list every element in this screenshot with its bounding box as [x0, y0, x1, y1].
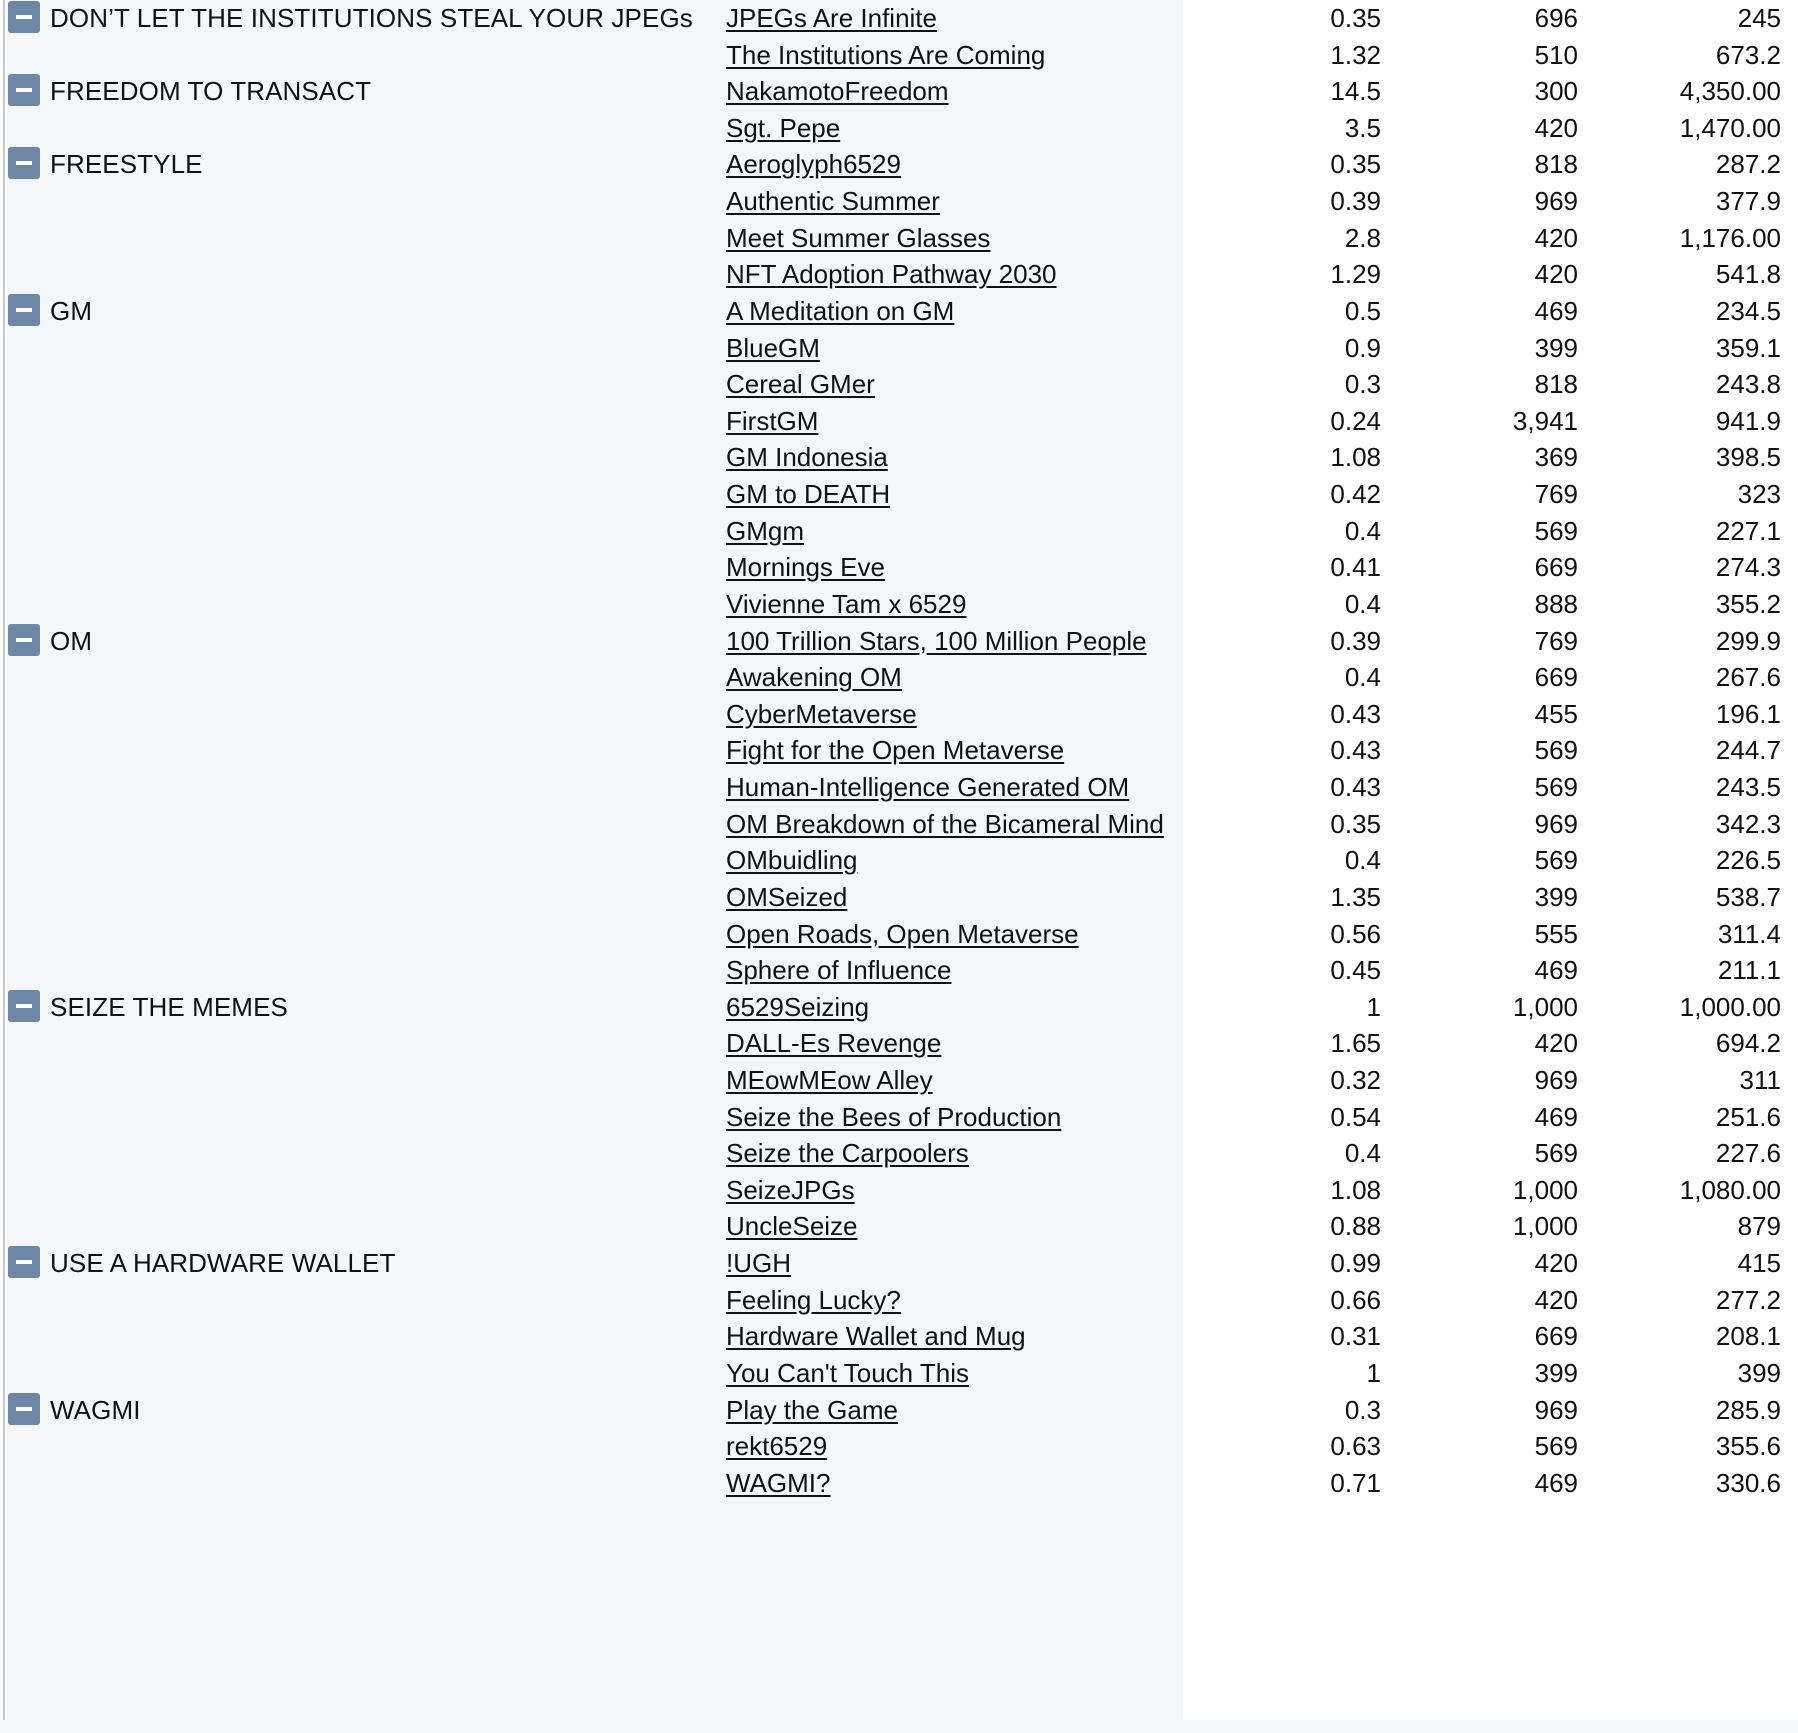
value-cell-1: 0.4 [1344, 588, 1381, 619]
item-name-link[interactable]: DALL-Es Revenge [726, 1028, 942, 1059]
value-cell-1: 0.31 [1330, 1321, 1381, 1352]
group-label: DON’T LET THE INSTITUTIONS STEAL YOUR JPEGs [50, 3, 693, 33]
collapse-group-button[interactable] [8, 624, 40, 656]
collapse-group-button[interactable] [8, 1246, 40, 1278]
value-cell-1: 0.35 [1330, 808, 1381, 839]
value-cell-2: 469 [1534, 1101, 1578, 1132]
value-cell-1: 0.42 [1330, 479, 1381, 510]
minus-icon [16, 308, 32, 312]
value-cell-1: 14.5 [1330, 76, 1381, 107]
value-cell-2: 1,000 [1512, 1174, 1578, 1205]
value-cell-1: 0.45 [1330, 955, 1381, 986]
value-cell-1: 0.88 [1330, 1211, 1381, 1242]
value-cell-1: 0.66 [1330, 1284, 1381, 1315]
value-cell-2: 420 [1534, 1284, 1578, 1315]
value-cell-2: 300 [1534, 76, 1578, 107]
value-cell-2: 555 [1534, 918, 1578, 949]
value-cell-2: 369 [1534, 442, 1578, 473]
value-cell-3: 267.6 [1715, 662, 1781, 693]
value-cell-1: 0.39 [1330, 186, 1381, 217]
value-cell-1: 0.99 [1330, 1248, 1381, 1279]
value-cell-3: 287.2 [1715, 149, 1781, 180]
value-cell-2: 420 [1534, 259, 1578, 290]
value-cell-1: 0.35 [1330, 149, 1381, 180]
minus-icon [16, 161, 32, 165]
value-cell-2: 769 [1534, 625, 1578, 656]
value-cell-1: 1 [1366, 1357, 1381, 1388]
collapse-group-button[interactable] [8, 294, 40, 326]
value-cell-2: 399 [1534, 881, 1578, 912]
group-label: WAGMI [50, 1394, 141, 1425]
item-name-link[interactable]: Meet Summer Glasses [726, 222, 991, 253]
value-cell-1: 2.8 [1344, 222, 1381, 253]
value-cell-2: 569 [1534, 515, 1578, 546]
value-cell-3: 299.9 [1715, 625, 1781, 656]
collapse-group-button[interactable] [8, 74, 40, 106]
minus-icon [16, 15, 32, 19]
value-cell-3: 277.2 [1715, 1284, 1781, 1315]
value-cell-3: 323 [1737, 479, 1781, 510]
value-cell-3: 311.4 [1717, 918, 1781, 949]
value-cell-2: 696 [1534, 3, 1578, 33]
item-name-link[interactable]: Human-Intelligence Generated OM [726, 772, 1130, 803]
value-cell-2: 569 [1534, 772, 1578, 803]
value-cell-2: 469 [1534, 955, 1578, 986]
value-cell-3: 243.8 [1715, 369, 1781, 400]
value-cell-3: 342.3 [1715, 808, 1781, 839]
value-cell-2: 818 [1534, 149, 1578, 180]
value-cell-2: 3,941 [1512, 405, 1578, 436]
value-cell-2: 569 [1534, 1431, 1578, 1462]
value-cell-3: 285.9 [1715, 1394, 1781, 1425]
value-cell-3: 251.6 [1715, 1101, 1781, 1132]
item-name-link[interactable]: A Meditation on GM [726, 295, 955, 326]
item-name-link[interactable]: Vivienne Tam x 6529 [726, 588, 967, 619]
value-cell-2: 969 [1534, 1064, 1578, 1095]
value-cell-3: 1,176.00 [1679, 222, 1781, 253]
value-cell-1: 0.56 [1330, 918, 1381, 949]
item-name-link[interactable]: Play the Game [726, 1394, 898, 1425]
value-cell-2: 669 [1534, 552, 1578, 583]
item-name-link[interactable]: Mornings Eve [726, 552, 885, 583]
value-cell-1: 1 [1366, 991, 1381, 1022]
value-cell-3: 211.1 [1717, 955, 1781, 986]
minus-icon [16, 1407, 32, 1411]
value-cell-1: 0.5 [1344, 295, 1381, 326]
value-cell-1: 1.35 [1330, 881, 1381, 912]
item-name-link[interactable]: GMgm [726, 515, 804, 546]
value-cell-1: 0.3 [1344, 369, 1381, 400]
value-cell-2: 969 [1534, 1394, 1578, 1425]
collapse-group-button[interactable] [8, 990, 40, 1022]
value-cell-1: 0.32 [1330, 1064, 1381, 1095]
value-cell-3: 541.8 [1715, 259, 1781, 290]
value-cell-1: 0.4 [1344, 1138, 1381, 1169]
item-name-link[interactable]: GM to DEATH [726, 479, 891, 510]
value-cell-1: 0.54 [1330, 1101, 1381, 1132]
value-cell-3: 311 [1739, 1064, 1781, 1095]
value-cell-1: 1.08 [1330, 442, 1381, 473]
value-cell-2: 569 [1534, 1138, 1578, 1169]
value-cell-2: 399 [1534, 1357, 1578, 1388]
value-cell-3: 398.5 [1715, 442, 1781, 473]
value-cell-3: 377.9 [1715, 186, 1781, 217]
value-cell-1: 0.71 [1330, 1467, 1381, 1498]
item-name-link[interactable]: Awakening OM [726, 662, 902, 693]
value-cell-2: 469 [1534, 1467, 1578, 1498]
value-cell-1: 0.63 [1330, 1431, 1381, 1462]
value-cell-2: 569 [1534, 735, 1578, 766]
item-name-link[interactable]: Cereal GMer [726, 369, 875, 400]
value-cell-3: 243.5 [1715, 772, 1781, 803]
value-cell-3: 208.1 [1715, 1321, 1781, 1352]
item-name-link[interactable]: Open Roads, Open Metaverse [726, 918, 1079, 949]
value-cell-3: 1,080.00 [1679, 1174, 1781, 1205]
value-cell-1: 0.43 [1330, 698, 1381, 729]
table-row [0, 1462, 1798, 1504]
value-cell-2: 420 [1534, 1028, 1578, 1059]
value-cell-1: 0.4 [1344, 845, 1381, 876]
item-name-link[interactable]: Authentic Summer [726, 186, 940, 217]
item-name-link[interactable]: OMSeized [726, 881, 848, 912]
value-cell-2: 469 [1534, 295, 1578, 326]
value-cell-1: 0.9 [1344, 332, 1381, 363]
item-name-link[interactable]: Hardware Wallet and Mug [726, 1321, 1026, 1352]
item-name-link[interactable]: SeizeJPGs [726, 1174, 855, 1205]
group-label: FREEDOM TO TRANSACT [50, 76, 372, 107]
value-cell-1: 1.65 [1330, 1028, 1381, 1059]
value-cell-1: 0.4 [1344, 662, 1381, 693]
item-name-link[interactable]: FirstGM [726, 405, 819, 436]
item-name-link[interactable]: The Institutions Are Coming [726, 39, 1046, 70]
item-name-link[interactable]: You Can't Touch This [726, 1357, 969, 1388]
value-cell-1: 1.32 [1330, 39, 1381, 70]
item-name-link[interactable]: !UGH [726, 1248, 791, 1279]
minus-icon [16, 88, 32, 92]
value-cell-1: 0.35 [1330, 3, 1381, 33]
item-name-link[interactable]: Feeling Lucky? [726, 1284, 901, 1315]
item-name-link[interactable]: JPEGs Are Infinite [726, 3, 937, 33]
value-cell-3: 415 [1737, 1248, 1781, 1279]
item-name-link[interactable]: MEowMEow Alley [726, 1064, 933, 1095]
item-name-link[interactable]: OMbuidling [726, 845, 858, 876]
item-name-link[interactable]: rekt6529 [726, 1431, 828, 1462]
value-cell-2: 1,000 [1512, 991, 1578, 1022]
value-cell-2: 888 [1534, 588, 1578, 619]
value-cell-3: 399 [1737, 1357, 1781, 1388]
item-name-link[interactable]: OM Breakdown of the Bicameral Mind [726, 808, 1164, 839]
value-cell-2: 669 [1534, 662, 1578, 693]
value-cell-1: 0.3 [1344, 1394, 1381, 1425]
value-cell-3: 694.2 [1715, 1028, 1781, 1059]
value-cell-3: 234.5 [1715, 295, 1781, 326]
value-cell-3: 244.7 [1715, 735, 1781, 766]
value-cell-2: 969 [1534, 808, 1578, 839]
item-name-link[interactable]: Seize the Carpoolers [726, 1138, 969, 1169]
value-cell-2: 420 [1534, 222, 1578, 253]
value-cell-2: 420 [1534, 112, 1578, 143]
group-label: SEIZE THE MEMES [50, 991, 288, 1022]
group-label: GM [50, 295, 93, 326]
minus-icon [16, 1004, 32, 1008]
minus-icon [16, 1260, 32, 1264]
value-cell-3: 355.2 [1715, 588, 1781, 619]
value-cell-2: 969 [1534, 186, 1578, 217]
value-cell-3: 1,470.00 [1679, 112, 1781, 143]
minus-icon [16, 638, 32, 642]
value-cell-2: 510 [1534, 39, 1578, 70]
group-label: FREESTYLE [50, 149, 203, 180]
collapse-group-button[interactable] [8, 147, 40, 179]
value-cell-3: 941.9 [1715, 405, 1781, 436]
value-cell-3: 359.1 [1715, 332, 1781, 363]
value-cell-3: 4,350.00 [1679, 76, 1781, 107]
value-cell-3: 879 [1737, 1211, 1781, 1242]
value-cell-3: 227.6 [1715, 1138, 1781, 1169]
value-cell-1: 0.41 [1330, 552, 1381, 583]
value-cell-3: 196.1 [1715, 698, 1781, 729]
collapse-group-button[interactable] [8, 1, 40, 33]
item-name-link[interactable]: NakamotoFreedom [726, 76, 949, 107]
value-cell-2: 455 [1534, 698, 1578, 729]
collapse-group-button[interactable] [8, 1393, 40, 1425]
item-name-link[interactable]: Sgt. Pepe [726, 112, 841, 143]
item-name-link[interactable]: Sphere of Influence [726, 955, 952, 986]
item-name-link[interactable]: BlueGM [726, 332, 820, 363]
value-cell-1: 0.43 [1330, 735, 1381, 766]
value-cell-2: 569 [1534, 845, 1578, 876]
value-cell-2: 769 [1534, 479, 1578, 510]
value-cell-1: 0.39 [1330, 625, 1381, 656]
item-name-link[interactable]: 6529Seizing [726, 991, 870, 1022]
value-cell-3: 1,000.00 [1679, 991, 1781, 1022]
value-cell-3: 355.6 [1715, 1431, 1781, 1462]
value-cell-2: 818 [1534, 369, 1578, 400]
item-name-link[interactable]: GM Indonesia [726, 442, 888, 473]
item-name-link[interactable]: Seize the Bees of Production [726, 1101, 1062, 1132]
value-cell-1: 0.43 [1330, 772, 1381, 803]
value-cell-3: 673.2 [1715, 39, 1781, 70]
value-cell-1: 1.08 [1330, 1174, 1381, 1205]
value-cell-3: 227.1 [1715, 515, 1781, 546]
value-cell-3: 245 [1737, 3, 1781, 33]
value-cell-1: 3.5 [1344, 112, 1381, 143]
group-label: OM [50, 625, 93, 656]
value-cell-3: 330.6 [1715, 1467, 1781, 1498]
value-cell-3: 538.7 [1715, 881, 1781, 912]
value-cell-3: 274.3 [1715, 552, 1781, 583]
value-cell-2: 669 [1534, 1321, 1578, 1352]
value-cell-2: 399 [1534, 332, 1578, 363]
item-name-link[interactable]: Fight for the Open Metaverse [726, 735, 1065, 766]
value-cell-1: 0.4 [1344, 515, 1381, 546]
item-name-link[interactable]: CyberMetaverse [726, 698, 917, 729]
value-cell-1: 1.29 [1330, 259, 1381, 290]
item-name-link[interactable]: NFT Adoption Pathway 2030 [726, 259, 1057, 290]
value-cell-2: 420 [1534, 1248, 1578, 1279]
group-label: USE A HARDWARE WALLET [50, 1248, 396, 1279]
value-cell-1: 0.24 [1330, 405, 1381, 436]
item-name-link[interactable]: WAGMI? [726, 1467, 831, 1498]
item-name-link[interactable]: 100 Trillion Stars, 100 Million People [726, 625, 1147, 656]
table-bottom-band [0, 1720, 1798, 1733]
value-cell-2: 1,000 [1512, 1211, 1578, 1242]
item-name-link[interactable]: Aeroglyph6529 [726, 149, 901, 180]
value-cell-3: 226.5 [1715, 845, 1781, 876]
item-name-link[interactable]: UncleSeize [726, 1211, 858, 1242]
